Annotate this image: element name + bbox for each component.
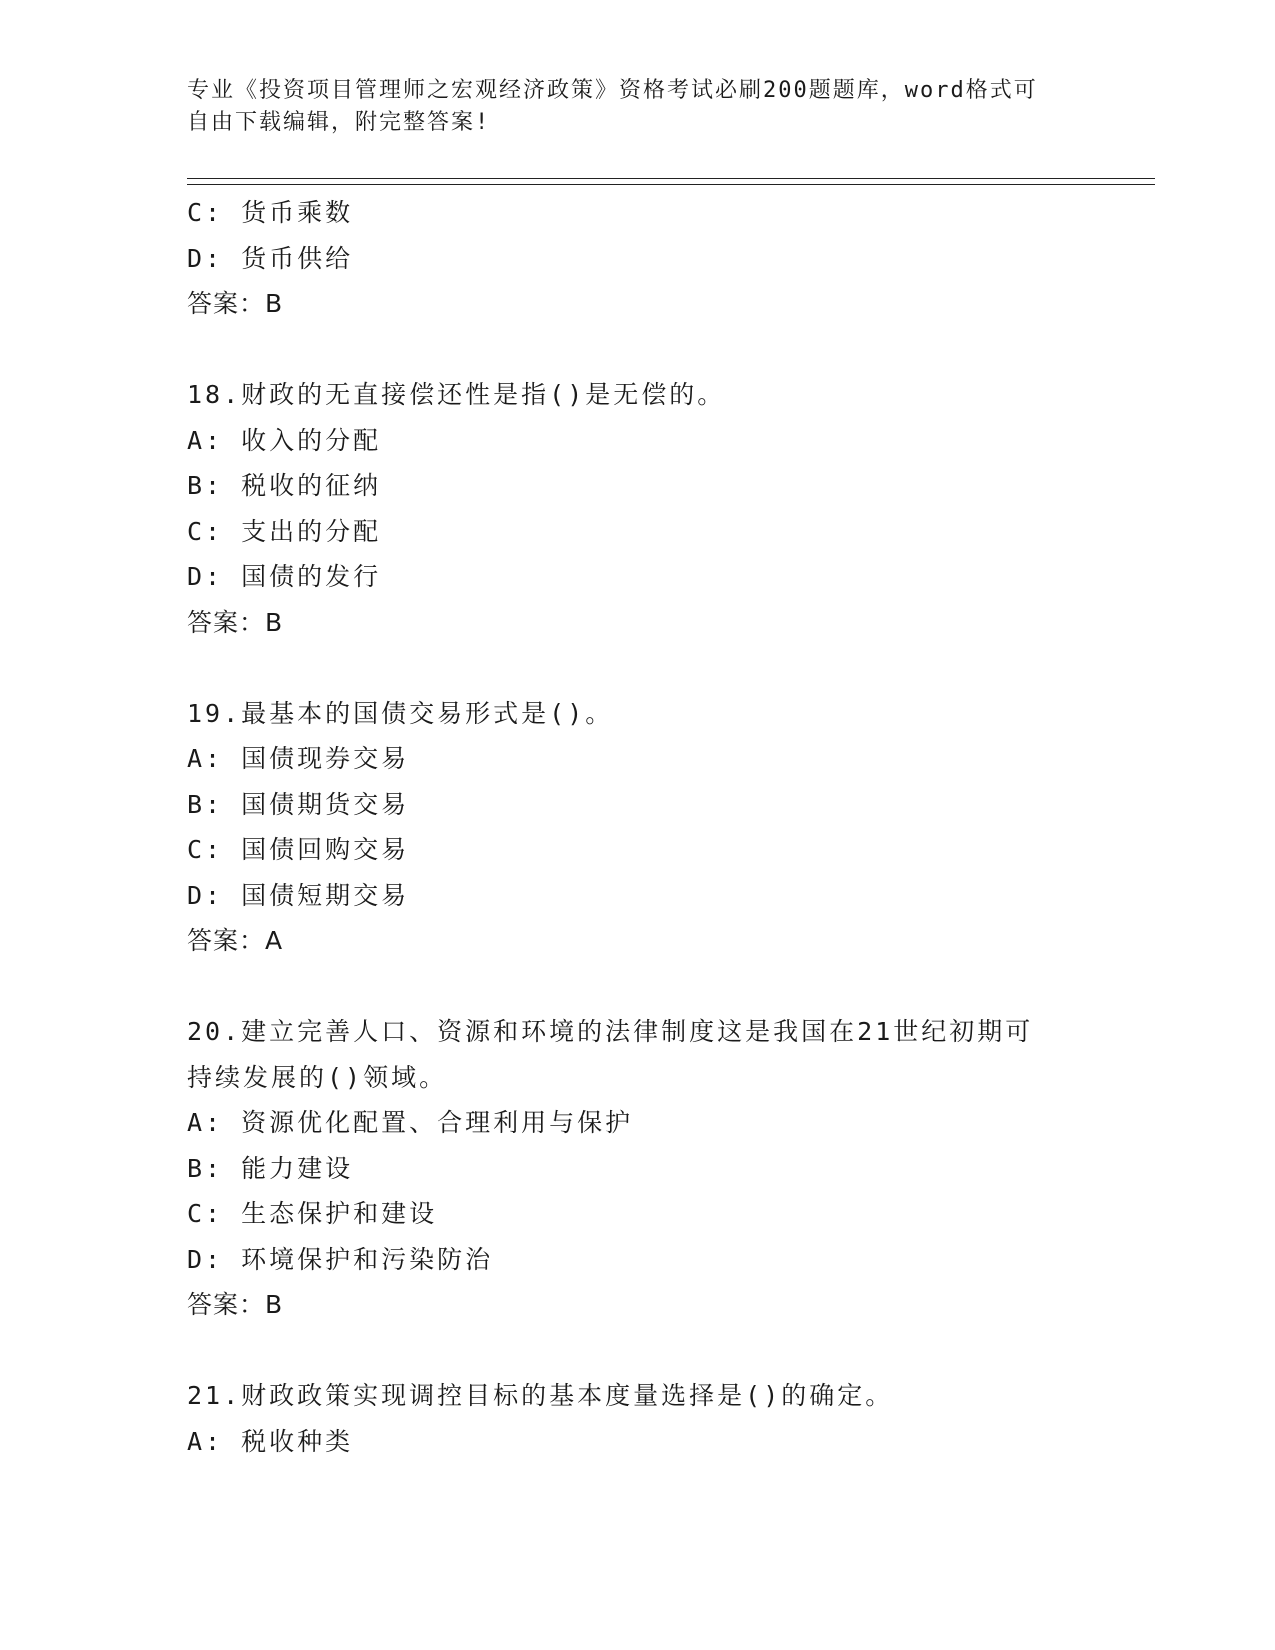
question-18 [187,372,1147,645]
option-a: A: 资源优化配置、合理利用与保护 [187,1108,634,1137]
option-b: B: 税收的征纳 [187,471,382,500]
document-header [187,75,1067,139]
option-c: C: 支出的分配 [187,516,382,546]
option-d: D: 国债短期交易 [187,880,410,910]
answer: 答案：A [187,926,284,955]
spacer [187,964,1147,1010]
answer: 答案：B [187,607,284,637]
option-a: A: 国债现券交易 [187,744,410,773]
header-divider [187,178,1155,185]
option-d: D: 国债的发行 [187,562,382,591]
question-21 [187,1373,1147,1464]
question-stem: 18.财政的无直接偿还性是指()是无偿的。 [187,380,726,409]
question-stem: 19.最基本的国债交易形式是()。 [187,698,614,728]
answer: 答案：B [187,1290,284,1319]
header-line-1: 专业《投资项目管理师之宏观经济政策》资格考试必刷200题题库，word格式可 [187,78,1038,103]
question-stem-line-1: 20.建立完善人口、资源和环境的法律制度这是我国在21世纪初期可 [187,1017,1034,1046]
question-17-tail [187,190,1147,327]
option-c: C: 货币乘数 [187,198,354,227]
spacer [187,327,1147,373]
option-d: D: 货币供给 [187,243,354,273]
option-a: A: 收入的分配 [187,425,382,455]
question-20 [187,1009,1147,1328]
option-d: D: 环境保护和污染防治 [187,1244,494,1274]
answer: 答案：B [187,289,284,318]
option-c: C: 国债回购交易 [187,835,410,864]
question-19 [187,691,1147,964]
option-b: B: 国债期货交易 [187,789,410,819]
question-stem-line-2: 持续发展的()领域。 [187,1062,448,1092]
spacer [187,645,1147,691]
question-list [187,190,1147,1464]
option-b: B: 能力建设 [187,1153,354,1183]
question-stem: 21.财政政策实现调控目标的基本度量选择是()的确定。 [187,1381,894,1410]
option-c: C: 生态保护和建设 [187,1199,438,1228]
spacer [187,1328,1147,1374]
option-a: A: 税收种类 [187,1426,354,1456]
header-line-2: 自由下载编辑，附完整答案! [187,110,491,135]
